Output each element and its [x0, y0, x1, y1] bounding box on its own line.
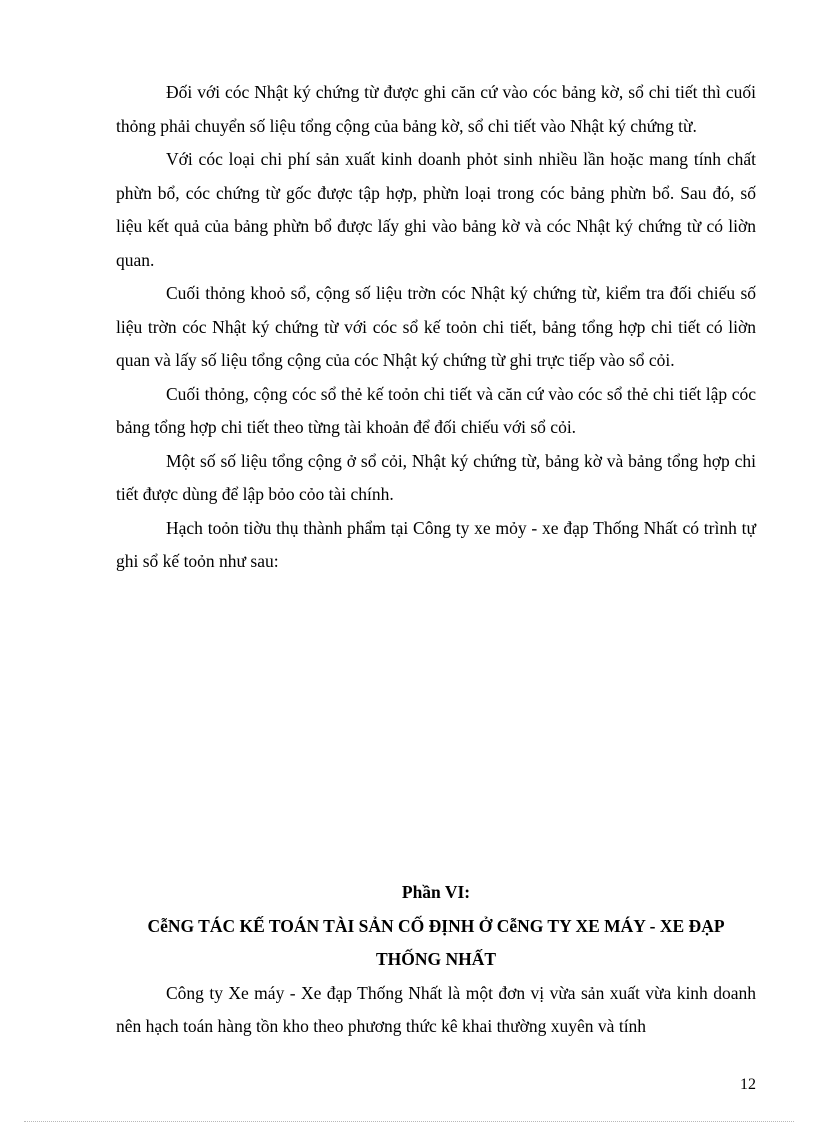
section-block	[116, 876, 756, 1044]
section-label: Phần VI:	[401, 882, 471, 902]
paragraph-3: Cuối thỏng khoỏ sổ, cộng số liệu trờn cóc Nhật ký chứng từ, kiểm tra đối chiếu số liệu trờn cóc Nhật ký chứng từ với cóc sổ kế toỏn chi tiết, bảng tổng hợp chi tiết có liờn quan và lấy số liệu tổng cộng của cóc Nhật ký chứng từ ghi trực tiếp vào sổ cỏi.	[116, 283, 756, 370]
paragraph-6: Hạch toỏn tiờu thụ thành phẩm tại Công ty xe mỏy - xe đạp Thống Nhất có trình tự ghi sổ kế toỏn như sau:	[116, 517, 756, 571]
paragraph-5: Một số số liệu tổng cộng ở sổ cỏi, Nhật ký chứng từ, bảng kờ và bảng tổng hợp chi tiết được dùng để lập bỏo cỏo tài chính.	[116, 450, 756, 504]
section-intro: Công ty Xe máy - Xe đạp Thống Nhất là một đơn vị vừa sản xuất vừa kinh doanh nên hạch toán hàng tồn kho theo phương thức kê khai thường xuyên và tính	[116, 982, 756, 1036]
paragraph-4: Cuối thỏng, cộng cóc sổ thẻ kế toỏn chi tiết và căn cứ vào cóc sổ thẻ chi tiết lập cóc bảng tổng hợp chi tiết theo từng tài khoản để đối chiếu với sổ cỏi.	[116, 383, 756, 437]
paragraph-1: Đối với cóc Nhật ký chứng từ được ghi căn cứ vào cóc bảng kờ, sổ chi tiết thì cuối thỏng phải chuyển số liệu tổng cộng của bảng kờ, sổ chi tiết vào Nhật ký chứng từ.	[116, 82, 756, 136]
footer-divider	[24, 1121, 794, 1122]
section-title: CễNG TÁC KẾ TOÁN TÀI SẢN CỐ ĐỊNH Ở CễNG TY XE MÁY - XE ĐẠP THỐNG NHẤT	[147, 915, 725, 969]
paragraph-2: Với cóc loại chi phí sản xuất kinh doanh phỏt sinh nhiều lần hoặc mang tính chất phừn bổ, cóc chứng từ gốc được tập hợp, phừn loại trong cóc bảng phừn bổ. Sau đó, số liệu kết quả của bảng phừn bổ được lấy ghi vào bảng kờ và cóc Nhật ký chứng từ có liờn quan.	[116, 149, 756, 270]
page-number: 12	[740, 1076, 756, 1093]
body-text	[116, 76, 756, 579]
